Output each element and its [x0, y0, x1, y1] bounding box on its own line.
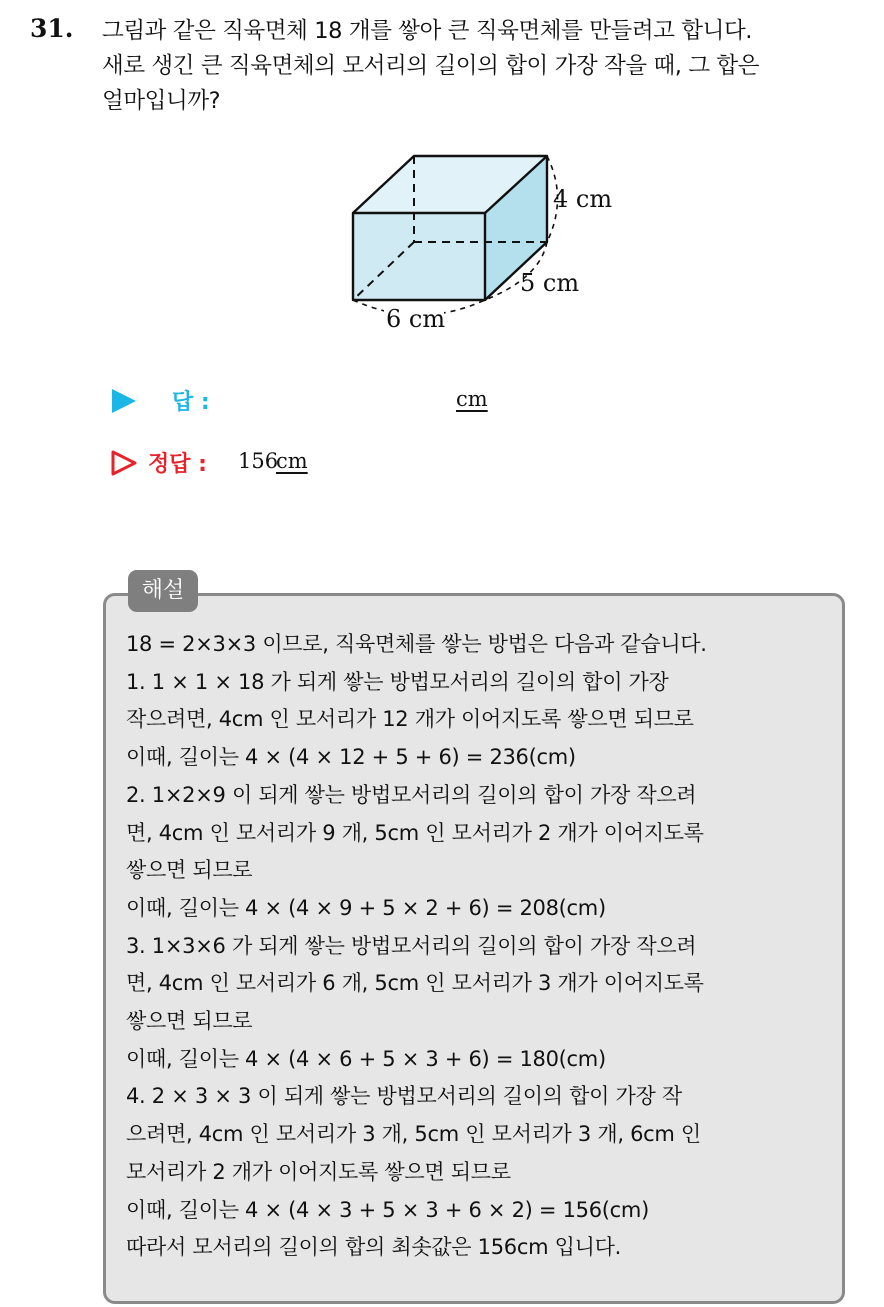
outline-triangle-icon: [110, 450, 138, 476]
depth-label: 5 cm: [520, 269, 580, 297]
explanation-line: 2. 1×2×9 이 되게 쌓는 방법모서리의 길이의 합이 가장 작으려: [126, 782, 697, 807]
explanation-line: 1. 1 × 1 × 18 가 되게 쌓는 방법모서리의 길이의 합이 가장: [126, 669, 669, 694]
explanation-line: 18 = 2×3×3 이므로, 직육면체를 쌓는 방법은 다음과 같습니다.: [126, 632, 707, 656]
cuboid-front-face: [353, 213, 485, 300]
explanation-line: 면, 4cm 인 모서리가 6 개, 5cm 인 모서리가 3 개가 이어지도록: [126, 971, 704, 996]
cuboid-diagram: [340, 148, 620, 340]
question-line: 그림과 같은 직육면체 18 개를 쌓아 큰 직육면체를 만들려고 합니다.: [102, 18, 753, 44]
explanation-tag: 해설: [128, 570, 198, 612]
question-line: 얼마입니까?: [102, 88, 221, 114]
explanation-line: 4. 2 × 3 × 3 이 되게 쌓는 방법모서리의 길이의 합이 가장 작: [126, 1084, 682, 1109]
explanation-line: 따라서 모서리의 길이의 합의 최솟값은 156cm 입니다.: [126, 1235, 621, 1260]
width-label: 6 cm: [386, 305, 446, 333]
correct-answer-unit: cm: [276, 449, 308, 473]
explanation-line: 이때, 길이는 4 × (4 × 12 + 5 + 6) = 236(cm): [126, 745, 576, 770]
explanation-line: 이때, 길이는 4 × (4 × 9 + 5 × 2 + 6) = 208(cm): [126, 895, 606, 920]
explanation-line: 쌓으면 되므로: [126, 1009, 253, 1034]
explanation-line: 작으려면, 4cm 인 모서리가 12 개가 이어지도록 쌓으면 되므로: [126, 707, 694, 732]
correct-answer-value: 156: [238, 449, 279, 473]
correct-answer-label: 정답 :: [148, 452, 207, 477]
answer-row: [110, 382, 610, 418]
explanation-line: 이때, 길이는 4 × (4 × 6 + 5 × 3 + 6) = 180(cm): [126, 1046, 606, 1071]
question-number: 31.: [30, 14, 74, 43]
question-line: 새로 생긴 큰 직육면체의 모서리의 길이의 합이 가장 작을 때, 그 합은: [102, 53, 760, 79]
height-label: 4 cm: [553, 185, 613, 213]
play-triangle-icon: [110, 388, 138, 414]
explanation-line: 면, 4cm 인 모서리가 9 개, 5cm 인 모서리가 2 개가 이어지도록: [126, 820, 704, 845]
explanation-line: 이때, 길이는 4 × (4 × 3 + 5 × 3 + 6 × 2) = 156(cm): [126, 1197, 649, 1222]
answer-label: 답 :: [172, 390, 210, 415]
explanation-line: 으려면, 4cm 인 모서리가 3 개, 5cm 인 모서리가 3 개, 6cm 인: [126, 1122, 701, 1147]
explanation-line: 모서리가 2 개가 이어지도록 쌓으면 되므로: [126, 1159, 511, 1184]
explanation-line: 쌓으면 되므로: [126, 858, 253, 883]
explanation-text: [126, 626, 826, 1267]
cuboid-figure: [340, 148, 620, 344]
explanation-line: 3. 1×3×6 가 되게 쌓는 방법모서리의 길이의 합이 가장 작으려: [126, 933, 697, 958]
question-text: [102, 14, 864, 119]
answer-unit: cm: [456, 387, 488, 411]
correct-answer-row: [110, 444, 610, 480]
